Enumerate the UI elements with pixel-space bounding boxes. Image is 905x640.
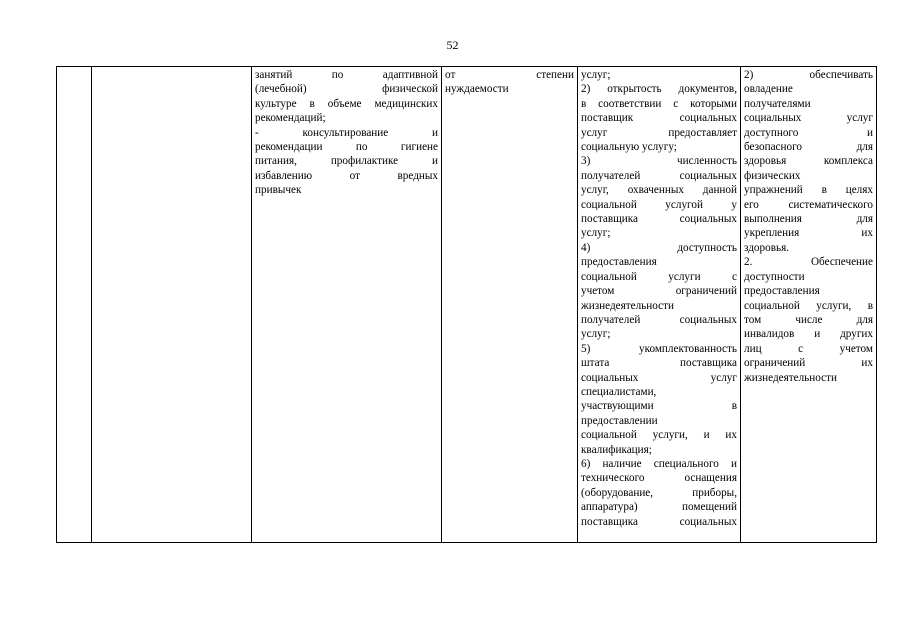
cell-text-line: питания, профилактике и bbox=[255, 155, 438, 168]
cell-service-conditions bbox=[741, 67, 877, 543]
cell-text-line: безопасного для bbox=[744, 141, 873, 154]
cell-text-line: нуждаемости bbox=[445, 83, 509, 96]
cell-text-line: в соответствии с которыми bbox=[581, 97, 737, 110]
cell-text-line: квалификация; bbox=[581, 443, 652, 456]
cell-text-line: избавлению от вредных bbox=[255, 169, 438, 182]
cell-text-line: здоровья комплекса bbox=[744, 155, 873, 168]
cell-text-line: услуг; bbox=[581, 69, 611, 81]
cell-text-line: культуре в объеме медицинских bbox=[255, 97, 438, 110]
cell-text-line: штата поставщика bbox=[581, 357, 737, 370]
cell-text-line: рекомендаций; bbox=[255, 112, 326, 125]
cell-text-line: предоставления bbox=[744, 285, 820, 298]
cell-text-line: ограничений их bbox=[744, 357, 873, 370]
cell-text-line: поставщик социальных bbox=[581, 112, 737, 125]
cell-text-line: социальную услугу; bbox=[581, 141, 677, 154]
cell-text-line: от степени bbox=[445, 69, 574, 81]
cell-text-line: 3) численность bbox=[581, 155, 737, 168]
table-row bbox=[57, 67, 877, 543]
cell-text-line: услуг, охваченных данной bbox=[581, 184, 737, 197]
cell-text-line: услуг предоставляет bbox=[581, 126, 737, 139]
cell-text-line: (лечебной) физической bbox=[255, 83, 438, 96]
cell-text-line: жизнедеятельности bbox=[744, 371, 837, 384]
cell-text-line: упражнений в целях bbox=[744, 184, 873, 197]
cell-text-line: физических bbox=[744, 169, 801, 182]
cell-text-line: рекомендации по гигиене bbox=[255, 141, 438, 154]
cell-text-line: технического оснащения bbox=[581, 472, 737, 485]
cell-text-line: предоставлении bbox=[581, 414, 658, 427]
page-number: 52 bbox=[446, 38, 459, 52]
cell-text-line: учетом ограничений bbox=[581, 285, 737, 298]
cell-number bbox=[57, 67, 92, 543]
cell-text-line: получателями bbox=[744, 97, 811, 110]
cell-service-terms bbox=[442, 67, 578, 543]
cell-text-line: доступного и bbox=[744, 126, 873, 139]
cell-text-line: 2) открытость документов, bbox=[581, 83, 737, 96]
cell-text-line: социальной услуги, и их bbox=[581, 429, 737, 442]
cell-text-line: привычек bbox=[255, 184, 302, 197]
cell-text-line: услуг; bbox=[581, 328, 611, 341]
cell-text-line: 4) доступность bbox=[581, 241, 737, 254]
cell-service-name bbox=[92, 67, 252, 543]
cell-text-line: 2) обеспечивать bbox=[744, 69, 873, 81]
cell-text-line: аппаратура) помещений bbox=[581, 501, 737, 514]
cell-text-line: 5) укомплектованность bbox=[581, 342, 737, 355]
cell-text-line: социальных услуг bbox=[581, 371, 737, 384]
cell-text-line: получателей социальных bbox=[581, 313, 737, 326]
cell-text-line: жизнедеятельности bbox=[581, 299, 674, 312]
cell-text-line: инвалидов и других bbox=[744, 328, 873, 341]
cell-text-line: 2. Обеспечение bbox=[744, 256, 873, 269]
cell-text-line: его систематического bbox=[744, 198, 873, 211]
cell-text-line: поставщика социальных bbox=[581, 515, 737, 528]
cell-text-line: специалистами, bbox=[581, 385, 657, 398]
cell-text-line: занятий по адаптивной bbox=[255, 69, 438, 81]
cell-text-line: здоровья. bbox=[744, 241, 790, 254]
cell-text-line: получателей социальных bbox=[581, 169, 737, 182]
cell-text-line: социальной услуги с bbox=[581, 270, 737, 283]
cell-text-line: том числе для bbox=[744, 313, 873, 326]
cell-text-line: поставщика социальных bbox=[581, 213, 737, 226]
cell-text-line: - консультирование и bbox=[255, 126, 438, 139]
cell-text-line: участвующими в bbox=[581, 400, 737, 413]
cell-text-line: 6) наличие специального и bbox=[581, 457, 737, 470]
cell-text-line: предоставления bbox=[581, 256, 657, 269]
cell-text-line: лиц с учетом bbox=[744, 342, 873, 355]
cell-text-line: услуг; bbox=[581, 227, 611, 240]
cell-text-line: (оборудование, приборы, bbox=[581, 486, 737, 499]
cell-text-line: социальной услуги, в bbox=[744, 299, 873, 312]
cell-text-line: социальной услугой у bbox=[581, 198, 737, 211]
cell-text-line: укрепления их bbox=[744, 227, 873, 240]
services-table bbox=[56, 66, 877, 543]
cell-text-line: овладение bbox=[744, 83, 793, 96]
cell-quality-indicators bbox=[578, 67, 741, 543]
cell-text-line: социальных услуг bbox=[744, 112, 873, 125]
cell-service-description bbox=[252, 67, 442, 543]
cell-text-line: выполнения для bbox=[744, 213, 873, 226]
cell-text-line: доступности bbox=[744, 270, 805, 283]
